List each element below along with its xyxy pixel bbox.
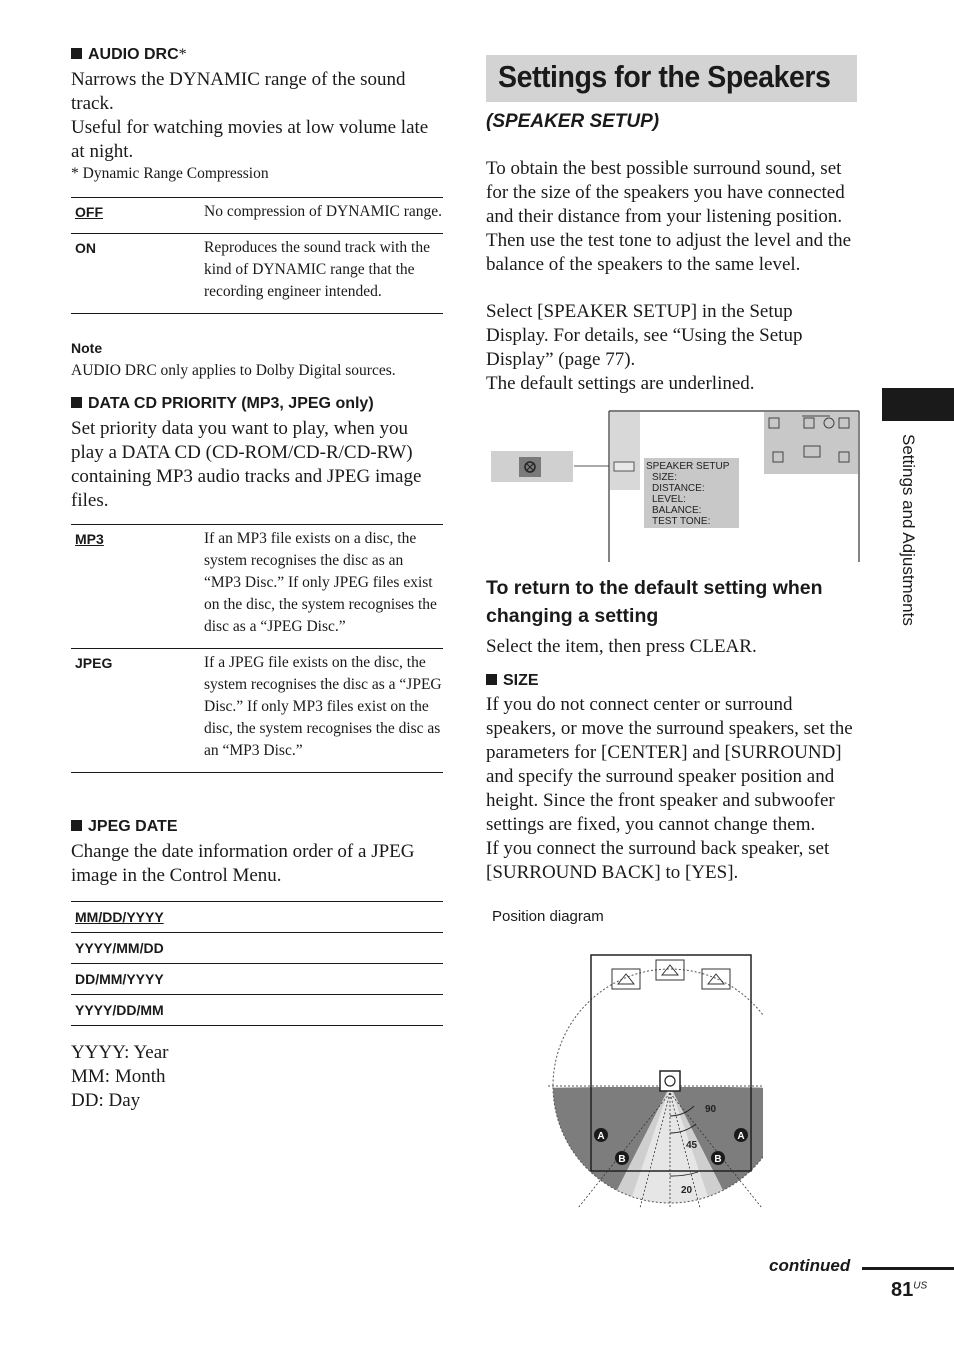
jpeg-date-table xyxy=(71,901,443,1026)
angle-label-20: 20 xyxy=(681,1185,693,1196)
zone-a-right-label: A xyxy=(737,1131,745,1142)
menu-cursor xyxy=(614,462,634,471)
table-row: YYYY/DD/MM xyxy=(71,995,443,1026)
zone-a-left-label: A xyxy=(597,1131,605,1142)
table-row xyxy=(71,198,443,234)
option-value: No compression of DYNAMIC range. xyxy=(204,203,443,220)
intro-text: To obtain the best possible surround sound, set for the size of the speakers you have connected and their distance from your listening position. Then use the test tone to adjust the level and the balance of the speakers to the same level. xyxy=(486,158,852,275)
option-key: OFF xyxy=(75,204,103,220)
table-row xyxy=(71,234,443,314)
continued-rule xyxy=(862,1267,954,1270)
default-setting-text: Select the item, then press CLEAR. xyxy=(486,636,757,657)
menu-item-distance: DISTANCE: xyxy=(652,483,705,494)
option-value: If a JPEG file exists on the disc, the system recognises the disc as a “JPEG Disc.” If only MP3 files exist on the disc, the system recognises the disc as an “MP3 Disc.” xyxy=(204,654,442,759)
speaker-preview xyxy=(764,412,858,474)
table-row xyxy=(71,525,443,649)
option-value: Reproduces the sound track with the kind of DYNAMIC range that the recording engineer intended. xyxy=(204,239,430,300)
page-title: Settings for the Speakers xyxy=(498,59,831,94)
section-tab xyxy=(882,388,954,421)
front-speakers xyxy=(612,960,730,989)
zone-b-left-label: B xyxy=(618,1154,626,1165)
page-number: $81^{US}$ xyxy=(891,1279,928,1301)
square-bullet-icon xyxy=(71,820,82,831)
position-diagram xyxy=(548,948,763,1208)
default-setting-heading: To return to the default setting when changing a setting xyxy=(486,577,823,627)
zone-b-right-label: B xyxy=(714,1154,722,1165)
page-subtitle: (SPEAKER SETUP) xyxy=(486,111,660,132)
table-row: MM/DD/YYYY xyxy=(71,902,443,933)
listener-icon xyxy=(660,1071,680,1091)
section-side-label: Settings and Adjustments xyxy=(899,434,918,626)
square-bullet-icon xyxy=(71,397,82,408)
note-heading: Note xyxy=(71,340,103,356)
date-legend: YYYY: Year MM: Month DD: Day xyxy=(71,1042,169,1111)
square-bullet-icon xyxy=(71,48,82,59)
data-cd-description: Set priority data you want to play, when you play a DATA CD (CD-ROM/CD-R/CD-RW) containing MP3 audio tracks and JPEG image files. xyxy=(71,418,422,511)
select-instructions: Select [SPEAKER SETUP] in the Setup Display. For details, see “Using the Setup Display” (page 77). The default settings are underlined. xyxy=(486,301,803,394)
option-key: JPEG xyxy=(75,655,113,671)
diagram-caption: Position diagram xyxy=(492,908,604,925)
table-row: DD/MM/YYYY xyxy=(71,964,443,995)
audio-drc-heading: AUDIO DRC* xyxy=(71,46,187,64)
menu-item-test-tone: TEST TONE: xyxy=(652,516,711,527)
option-value: If an MP3 file exists on a disc, the system recognises the disc as an “MP3 Disc.” If only JPEG files exist on the disc, the system recognises the disc as a “JPEG Disc.” xyxy=(204,530,437,635)
data-cd-heading: DATA CD PRIORITY (MP3, JPEG only) xyxy=(71,395,374,413)
audio-drc-description: Narrows the DYNAMIC range of the sound track. Useful for watching movies at low volume late at night. xyxy=(71,69,429,162)
section-title-bar xyxy=(486,55,857,102)
speaker-setup-menu xyxy=(644,458,739,528)
menu-title: SPEAKER SETUP xyxy=(646,461,730,472)
size-description: If you do not connect center or surround speakers, or move the surround speakers, set the parameters for [CENTER] and [SURROUND] and specify the surround speaker position and height. Since the front speaker and subwoofer settings are fixed, you cannot change them. If you connect the surround back speaker, set [SURROUND BACK] to [YES]. xyxy=(486,694,853,883)
table-row xyxy=(71,649,443,773)
size-heading: SIZE xyxy=(486,672,539,690)
angle-label-45: 45 xyxy=(686,1140,698,1151)
option-key: MP3 xyxy=(75,531,104,547)
note-text: AUDIO DRC only applies to Dolby Digital sources. xyxy=(71,362,396,379)
jpeg-date-heading: JPEG DATE xyxy=(71,818,178,836)
table-row: YYYY/MM/DD xyxy=(71,933,443,964)
continued-label: continued xyxy=(769,1256,851,1275)
audio-drc-table xyxy=(71,197,443,314)
menu-item-balance: BALANCE: xyxy=(652,505,702,516)
data-cd-table xyxy=(71,524,443,773)
square-bullet-icon xyxy=(486,674,497,685)
menu-item-level: LEVEL: xyxy=(652,494,686,505)
jpeg-date-description: Change the date information order of a JPEG image in the Control Menu. xyxy=(71,841,415,886)
option-key: ON xyxy=(75,240,96,256)
menu-item-size: SIZE: xyxy=(652,472,678,483)
angle-label-90: 90 xyxy=(705,1104,717,1115)
drc-footnote: * Dynamic Range Compression xyxy=(71,165,269,182)
